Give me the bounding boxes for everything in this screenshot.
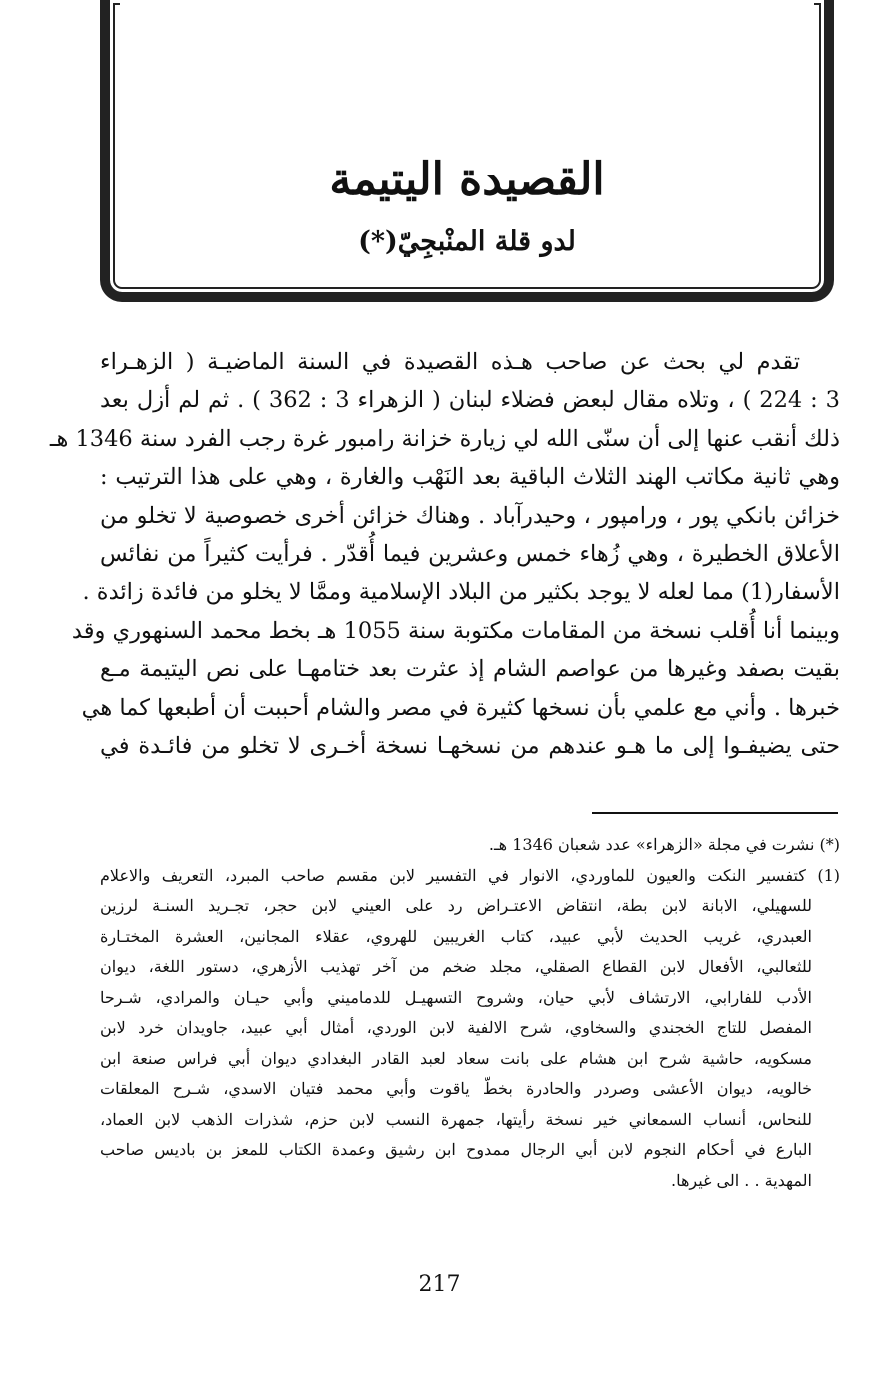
footnotes xyxy=(100,830,840,1196)
body-line: ذلك أنقب عنها إلى أن سنّى الله لي زيارة خزانة رامبور غرة رجب الفرد سنة 1346 هـ xyxy=(49,425,840,452)
page-subtitle: لدو قلة المنْبجِيّ(*) xyxy=(358,226,576,257)
page-title: القصيدة اليتيمة xyxy=(329,154,605,205)
title-frame-border xyxy=(100,0,834,302)
body-line: وهي ثانية مكاتب الهند الثلاث الباقية بعد النَهْب والغارة ، وهي على هذا الترتيب : xyxy=(100,464,840,491)
body-line: خزائن بانكي پور ، ورامپور ، وحيدرآباد . وهناك خزائن أخرى خصوصية لا تخلو من xyxy=(100,502,840,529)
footnote-separator xyxy=(592,812,838,814)
body-line: 3 : 224 ) ، وتلاه مقال لبعض فضلاء لبنان ( الزهراء 3 : 362 ) . ثم لم أزل بعد xyxy=(100,387,840,414)
footnote-line: للثعالبي، الأفعال لابن القطاع الصقلي، مجلد ضخم من آخر تهذيب الأزهري، دستور اللغة، ديوان xyxy=(100,957,812,976)
body-paragraph xyxy=(49,343,840,765)
body-line: حتى يضيفـوا إلى ما هـو عندهم من نسخهـا نسخة أخـرى لا تخلو من فائـدة في xyxy=(100,732,840,759)
footnote-line: للسهيلي، الابانة لابن بطة، انتقاض الاعتـراض رد على العيني لابن حجر، تجـريد السنـة لرزين xyxy=(100,896,812,915)
footnote-line: (1) كتفسير النكت والعيون للماوردي، الانوار في التفسير لابن مقسم صاحب المبرد، التعريف والاعلام xyxy=(100,865,840,885)
footnote-line: العبدري، غريب الحديث لأبي عبيد، كتاب الغريبين للهروي، عقلاء المجانين، العشرة المختـارة xyxy=(100,926,813,946)
body-line: الأعلاق الخطيرة ، وهي زُهاء خمس وعشرين فيما أُقدّر . فرأيت كثيراً من نفائس xyxy=(100,540,840,567)
body-line: تقدم لي بحث عن صاحب هـذه القصيدة في السنة الماضيـة ( الزهـراء xyxy=(100,349,800,375)
footnote-line: البارع في أحكام النجوم لابن أبي الرجال ممدوح ابن رشيق وعمدة الكتاب للمعز بن باديس صاحب xyxy=(100,1140,812,1159)
body-line: وبينما أنا أُقلب نسخة من المقامات مكتوبة سنة 1055 هـ بخط محمد السنهوري وقد xyxy=(71,617,840,644)
body-line: الأسفار(1) مما لعله لا يوجد بكثير من البلاد الإسلامية وممَّا لا يخلو من فائدة زائدة . xyxy=(82,579,840,606)
footnote-star: (*) نشرت في مجلة «الزهراء» عدد شعبان 1346 هـ. xyxy=(488,835,840,854)
footnote-line: خالويه، ديوان الأعشى وصردر والحادرة بخطّ ياقوت وأبي محمد فتيان الاسدي، شـرح المعلقات xyxy=(100,1079,812,1098)
body-line: خبرها . وأني مع علمي بأن نسخها كثيرة في مصر والشام أحببت أن أطبعها كما هي xyxy=(81,694,840,721)
footnote-line: المهدية . . الى غيرها. xyxy=(671,1170,812,1190)
footnote-line: الأدب للفارابي، الارتشاف لأبي حيان، وشروح التسهيـل للدماميني وأبي حيـان والمرادي، شـرحا xyxy=(100,987,812,1007)
page-number: 217 xyxy=(418,1272,461,1297)
footnote-line: للنحاس، أنساب السمعاني خير نسخة رأيتها، جمهرة النسب لابن حزم، شذرات الذهب لابن العماد، xyxy=(100,1109,812,1129)
body-line: بقيت بصفد وغيرها من عواصم الشام إذ عثرت بعد ختامهـا على نص اليتيمة مـع xyxy=(100,656,840,683)
footnote-line: مسكويه، حاشية شرح ابن هشام على بانت سعاد لعبد القادر البغدادي ديوان أبي فراس صنعة ابن xyxy=(100,1048,812,1068)
footnote-line: المفصل للتاج الخجندي والسخاوي، شرح الالفية لابن الوردي، أمثال أبي عبيد، جاويدان خرد لابن xyxy=(100,1018,812,1037)
